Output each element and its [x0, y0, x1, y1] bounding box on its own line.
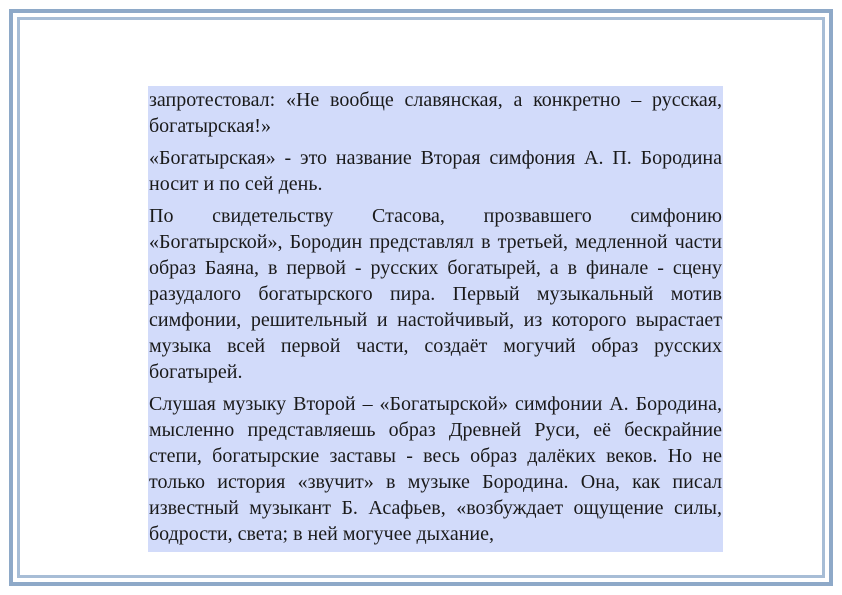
paragraph-3: По свидетельству Стасова, прозвавшего симфонию «Богатырской», Бородин представлял в третьей, медленной части образ Баяна, в первой - русских богатырей, а в финале - сцену разудалого богатырского пира. Первый музыкальный мотив симфонии, решительный и настойчивый, из которого вырастает музыка всей первой части, создаёт могучий образ русских богатырей. [149, 205, 722, 383]
paragraph-2: «Богатырская» - это название Вторая симфония А. П. Бородина носит и по сей день. [149, 147, 722, 195]
text-block [148, 86, 723, 552]
paragraph-4: Слушая музыку Второй – «Богатырской» симфонии А. Бородина, мысленно представляешь образ Древней Руси, её бескрайние степи, богатырские заставы - весь образ далёких веков. Но не только история «звучит» в музыке Бородина. Она, как писал известный музыкант Б. Асафьев, «возбуждает ощущение силы, бодрости, света; в ней могучее дыхание, [149, 393, 722, 545]
paragraph-1: запротестовал: «Не вообще славянская, а конкретно – русская, богатырская!» [149, 89, 722, 137]
